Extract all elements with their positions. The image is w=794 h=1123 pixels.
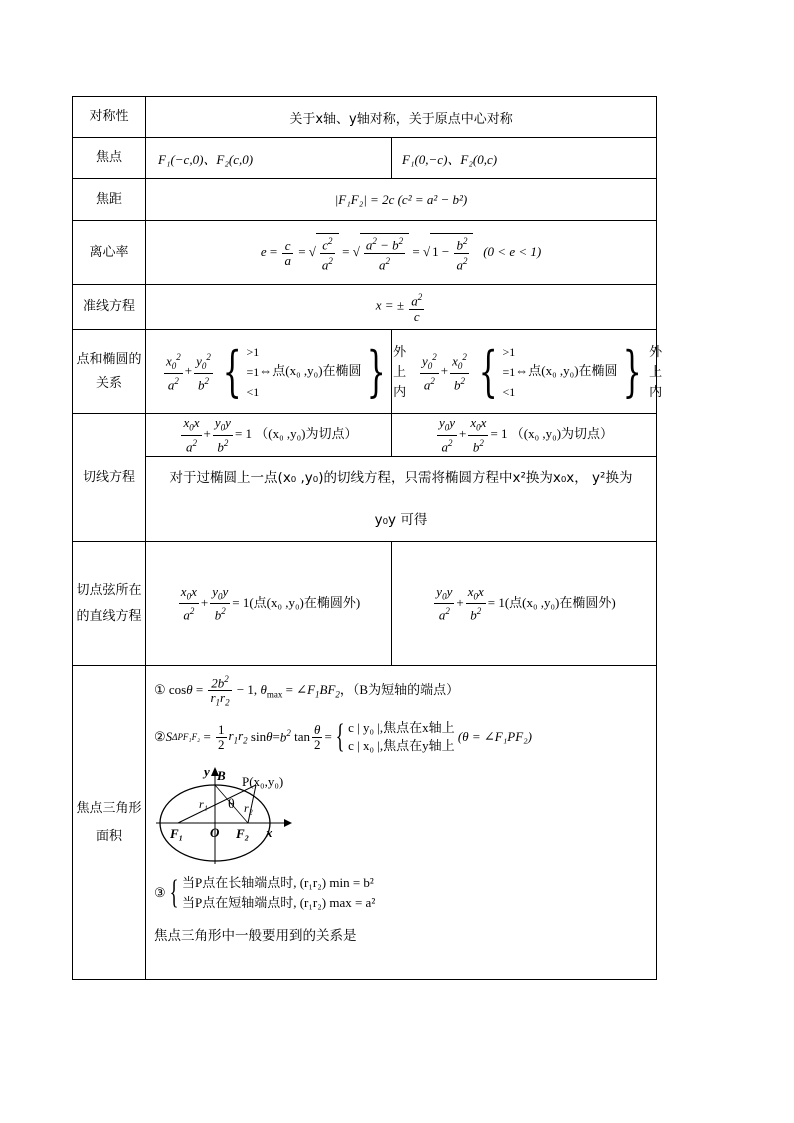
row-point-ellipse-relation	[73, 330, 657, 414]
label-x: x	[266, 825, 273, 840]
label-tangent: 切线方程	[73, 414, 146, 542]
row-directrix	[73, 285, 657, 330]
label-F1: F₁	[170, 826, 184, 841]
foci-y-axis	[392, 138, 657, 179]
tangent-y-major: $\frac{y_0y}{a^2}$ + $\frac{x_0x}{b^2}$ = 1 （(x₀ ,y₀)为切点）	[392, 414, 657, 457]
ellipse-properties-table	[72, 96, 663, 980]
focal-triangle-footer: 焦点三角形中一般要用到的关系是	[154, 928, 357, 944]
label-focal-triangle	[73, 666, 146, 980]
foci-x-axis	[146, 138, 392, 179]
label-focal-distance: 焦距	[73, 179, 146, 221]
row-focal-triangle	[73, 666, 657, 980]
relation-x-major: $\frac{x_0^2}{a^2}$ + $\frac{y_0^2}{b^2}$ { >1 =1 <1 ⇔点(x₀ ,y₀)在椭圆 } 外 上 内	[146, 330, 392, 414]
tangent-desc-line1: 对于过椭圆上一点(x₀ ,y₀)的切线方程，只需将椭圆方程中x²换为x₀x， y²换为	[169, 470, 633, 486]
label-r1: r₁	[199, 797, 208, 811]
focal-distance-formula: |F₁F₂| = 2c (c² = a² − b²)	[146, 179, 657, 221]
extrema-min-case: 当P点在短轴端点时, (r₁r₂) max = a²	[181, 895, 376, 910]
chord-suffix-right: = 1(点(x₀ ,y₀)在椭圆外)	[487, 594, 616, 610]
label-foci: 焦点	[73, 138, 146, 179]
row-symmetry	[73, 97, 657, 138]
label-chord	[73, 542, 146, 666]
item-r1r2-extrema: ③ { 当P点在长轴端点时, (r₁r₂) min = b² 当P点在短轴端点时, (r₁r₂) max = a²	[154, 874, 376, 911]
label-directrix: 准线方程	[73, 285, 146, 330]
label-chord-text: 切点弦所在的直线方程	[76, 582, 142, 624]
label-P: P(x₀,y₀)	[242, 774, 284, 789]
label-theta: θ	[228, 797, 235, 812]
symmetry-text: 关于x轴、y轴对称，关于原点中心对称	[146, 97, 657, 138]
foci-left-text: F₁(−c,0)、F₂(c,0)	[158, 151, 254, 167]
relation-cases-left: 外 上 内	[393, 343, 407, 399]
label-O: O	[210, 825, 220, 840]
focal-triangle-content	[146, 666, 657, 980]
x-axis-arrow	[284, 819, 292, 827]
chord-suffix-left: = 1(点(x₀ ,y₀)在椭圆外)	[232, 594, 361, 610]
label-F2: F₂	[236, 826, 250, 841]
label-symmetry: 对称性	[73, 97, 146, 138]
tangent-note-left: （(x₀ ,y₀)为切点）	[255, 425, 358, 441]
area-case-y: c | x₀ |,焦点在y轴上	[348, 738, 455, 753]
area-case-x: c | y₀ |,焦点在x轴上	[348, 720, 455, 735]
label-r2: r₂	[244, 801, 253, 815]
label-y: y	[204, 764, 210, 779]
extrema-max-case: 当P点在长轴端点时, (r₁r₂) min = b²	[181, 875, 374, 890]
label-eccentricity: 离心率	[73, 221, 146, 285]
chord-x-major: $\frac{x_0x}{a^2}$ + $\frac{y_0y}{b^2}$ = 1(点(x₀ ,y₀)在椭圆外)	[146, 542, 392, 666]
tangent-x-major: $\frac{x_0x}{a^2}$ + $\frac{y_0y}{b^2}$ = 1 （(x₀ ,y₀)为切点）	[146, 414, 392, 457]
item-cos-theta: ① cosθ = $\frac{2b^2}{r_1r_2}$ − 1, $\theta_{max}$ = $\angle F_1BF_2$，（B为短轴的端点）	[154, 674, 460, 708]
row-foci	[73, 138, 657, 179]
relation-text-left: ⇔点(x₀ ,y₀)在椭圆	[259, 362, 362, 378]
item-cos-tail: （B为短轴的端点）	[352, 681, 460, 697]
chord-y-major: $\frac{y_0y}{a^2}$ + $\frac{x_0x}{b^2}$ = 1(点(x₀ ,y₀)在椭圆外)	[392, 542, 657, 666]
directrix-formula: x = ± $\frac{a^2}{c}$	[146, 285, 657, 330]
relation-y-major: $\frac{y_0^2}{a^2}$ + $\frac{x_0^2}{b^2}$ { >1 =1 <1 ⇔点(x₀ ,y₀)在椭圆 } 外 上 内	[392, 330, 657, 414]
foci-right-text: F₁(0,−c)、F₂(0,c)	[402, 151, 498, 167]
relation-text-right: ⇔点(x₀ ,y₀)在椭圆	[515, 362, 618, 378]
item-area: ② S ΔPF₁F₂ = $\frac{1}{2}$ $r_1r_2$ sin θ = $b^2$ tan $\frac{\theta}{2}$ = { c | y₀ |,焦点在x轴上 c | x₀ |,焦点在y轴上 (θ = ∠F₁PF₂)	[154, 718, 532, 755]
item2-marker: ②	[154, 729, 166, 744]
row-tangent-desc	[73, 457, 657, 542]
area-theta-note: (θ = ∠F₁PF₂)	[457, 729, 532, 744]
row-tangent-formula	[73, 414, 657, 457]
tangent-desc-line2: y₀y 可得	[374, 512, 428, 528]
ellipse-diagram	[156, 764, 306, 864]
relation-cases-right: 外 上 内	[649, 343, 663, 399]
eccentricity-range: (0 < e < 1)	[483, 243, 542, 259]
label-B: B	[217, 768, 226, 783]
row-chord-of-contact	[73, 542, 657, 666]
label-point-relation-text: 点和椭圆的关系	[76, 351, 142, 391]
eccentricity-formula: e = $\frac{c}{a}$ = √ $\frac{c^2}{a^2}$ = √ $\frac{a^2 - b^2}{a^2}$ = √ 1 − $\frac{b^2}{a^2}$ (0 < e < 1)	[146, 221, 657, 285]
row-eccentricity	[73, 221, 657, 285]
row-focal-distance	[73, 179, 657, 221]
label-focal-triangle-text: 焦点三角形面积	[76, 800, 142, 844]
tangent-note-right: （(x₀ ,y₀)为切点）	[510, 425, 614, 441]
label-point-relation	[73, 330, 146, 414]
tangent-description	[146, 457, 657, 542]
item3-marker: ③	[154, 885, 166, 900]
